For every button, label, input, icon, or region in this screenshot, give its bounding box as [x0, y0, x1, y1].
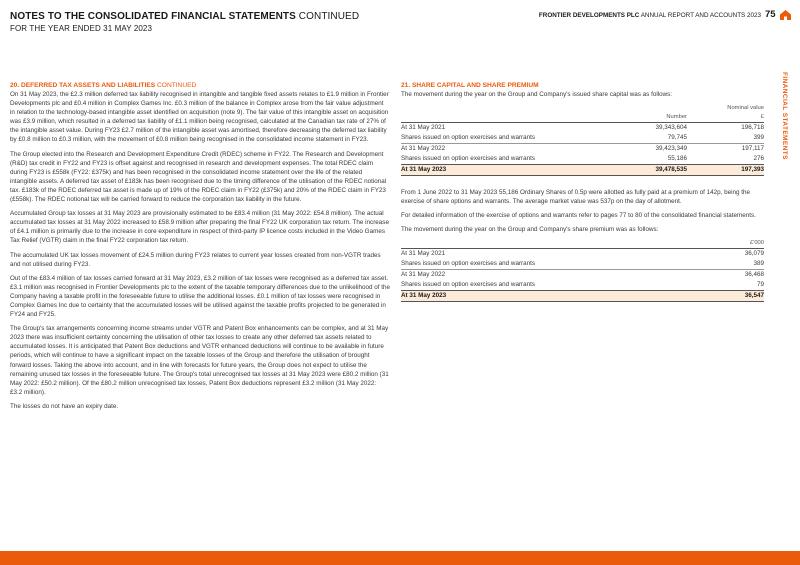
share-premium-table	[401, 239, 764, 302]
page-number: 75	[765, 9, 776, 20]
note-21-column	[401, 81, 764, 302]
section-side-label: FINANCIAL STATEMENTS	[781, 72, 788, 160]
paragraph: The accumulated UK tax losses movement of £24.5 million during FY23 relates to current year losses created from non-VGTR trades and not utilised during FY23.	[10, 251, 381, 268]
footer-bar	[0, 551, 800, 565]
table-row: Shares issued on option exercises and warrants 79,745 399	[401, 134, 764, 142]
table-row: Shares issued on option exercises and warrants 389	[401, 260, 764, 268]
table-row: At 31 May 2021 36,079	[401, 250, 764, 258]
table-total-row: At 31 May 2023 36,547	[401, 291, 764, 302]
table-row: At 31 May 2022 39,423,349 197,117	[401, 145, 764, 153]
note-21-heading: 21. SHARE CAPITAL AND SHARE PREMIUM	[401, 82, 539, 89]
column-header-number: Number	[666, 114, 687, 121]
table-row: At 31 May 2021 39,343,604 196,718	[401, 124, 764, 132]
note-20-heading: 20. DEFERRED TAX ASSETS AND LIABILITIES CONTINUED	[10, 82, 197, 89]
paragraph: Accumulated Group tax losses at 31 May 2023 are provisionally estimated to be £83.4 million (31 May 2022: £54.8 million). The actual accumulated tax losses at 31 May 2022 increased to £58.9 million after preparing the final FY22 UK corporation tax return. The increase of £4.1 million is primarily due to the increase in core expenditure in respect of third-party IP licence costs included in the Video Games Tax Relief (VGTR) claim in the final FY22 corporation tax return.	[10, 210, 389, 245]
paragraph: Out of the £83.4 million of tax losses carried forward at 31 May 2023, £3.2 million of tax losses were recognised as a deferred tax asset. £3.1 million was recognised in Frontier Developments plc to the extent of the taxable temporary differences due to the unlikelihood of the Company having a taxable profit in the foreseeable future to utilise the additional losses. £0.1 million of tax losses were recognised in Complex Games Inc due to certainty that the accumulated losses will be utilised against the taxable profits projected to be generated in FY24 and FY25.	[10, 274, 391, 319]
paragraph: For detailed information of the exercise of options and warrants refer to pages 77 to 80 of the consolidated financial statements.	[401, 212, 756, 220]
page-header	[10, 11, 359, 33]
paragraph: The Group's tax arrangements concerning income streams under VGTR and Patent Box enhancements can be complex, and at 31 May 2023 there was insufficient certainty concerning the utilisation of other tax losses to create any other deferred tax assets related to accumulated losses. It is anticipated that Patent Box deductions and VGTR enhanced deductions will continue to be available in future periods, which will continue to have a significant impact on the taxable losses of the Group and therefore the utilisation of brought forward losses. Taking the above into account, and in line with forecasts for future years, the Group does not expect to utilise the remaining unused tax losses in the foreseeable future. The Group's total unrecognised tax losses at 31 May 2023 were £80.2 million (31 May 2022: £50.2 million). Of the £80.2 million unrecognised tax losses, Patent Box deductions represent £3.2 million (31 May 2022: £3.2 million).	[10, 325, 389, 396]
paragraph: The losses do not have an expiry date.	[10, 402, 119, 410]
report-name: FRONTIER DEVELOPMENTS PLC ANNUAL REPORT AND ACCOUNTS 2023	[538, 12, 761, 19]
column-header-nominal: Nominal value	[727, 105, 764, 112]
note-20-column	[10, 81, 390, 416]
share-capital-table	[401, 104, 764, 176]
table-row: At 31 May 2022 36,468	[401, 271, 764, 279]
column-header-currency: £	[760, 114, 764, 121]
paragraph: On 31 May 2023, the £2.3 million deferred tax liability recognised in intangible and tangible fixed assets relates to £1.9 million in Frontier Developments plc and £0.4 million in Complex Games Inc. £0.3 million of the balance in Complex arose from the fair value adjustment in relation to the technology-based intangible asset identified on acquisition (note 9). The fair value of this intangible asset on acquisition was £3.9 million, which resulted in a deferred tax liability of £1.1 million being recognised, calculated at the Canadian tax rate of 27% of the intangible asset value. During FY23 £2.7 million of the intangible asset was amortised, therefore decreasing the deferred tax liability by £0.8 million to £0.3 million, with the movement of £0.8 million being recognised in the consolidated income statement in FY23.	[10, 91, 389, 144]
table-row: Shares issued on option exercises and warrants 79	[401, 281, 764, 289]
table-total-row: At 31 May 2023 39,478,535 197,393	[401, 165, 764, 176]
paragraph: From 1 June 2022 to 31 May 2023 55,186 Ordinary Shares of 0.5p were allotted as fully paid at a premium of 142p, being the exercise of share options and warrants. The average market value was 537p on the day of allotment.	[401, 189, 750, 206]
paragraph: The Group elected into the Research and Development Expenditure Credit (RDEC) scheme in FY22. The Research and Development (R&D) tax credit in FY22 and FY23 is offset against and recognised in research and development expenses. The total RDEC claim during FY23 is £558k (FY22: £375k) and has been recognised in the consolidated income statement over the life of the related intangible assets. A deferred tax asset of £183k has been recognised due to the timing difference of the utilisation of the RDEC notional tax. £183k of the RDEC deferred tax asset is made up of 19% of the RDEC claim in FY22 (£375k) and 20% of the RDEC claim in FY23 (£558k). The RDEC notional tax will be carried forward to reduce the corporation tax liability in the future.	[10, 150, 387, 204]
column-header-unit: £'000	[749, 240, 764, 247]
home-icon[interactable]	[780, 10, 791, 20]
page-subtitle: FOR THE YEAR ENDED 31 MAY 2023	[10, 24, 153, 33]
page-title: NOTES TO THE CONSOLIDATED FINANCIAL STATEMENTS CONTINUED	[10, 11, 360, 22]
paragraph: The movement during the year on the Group and Company's share premium was as follows:	[401, 226, 659, 234]
paragraph: The movement during the year on the Group and Company's issued share capital was as follows:	[401, 91, 673, 98]
table-row: Shares issued on option exercises and warrants 55,186 276	[401, 155, 764, 163]
